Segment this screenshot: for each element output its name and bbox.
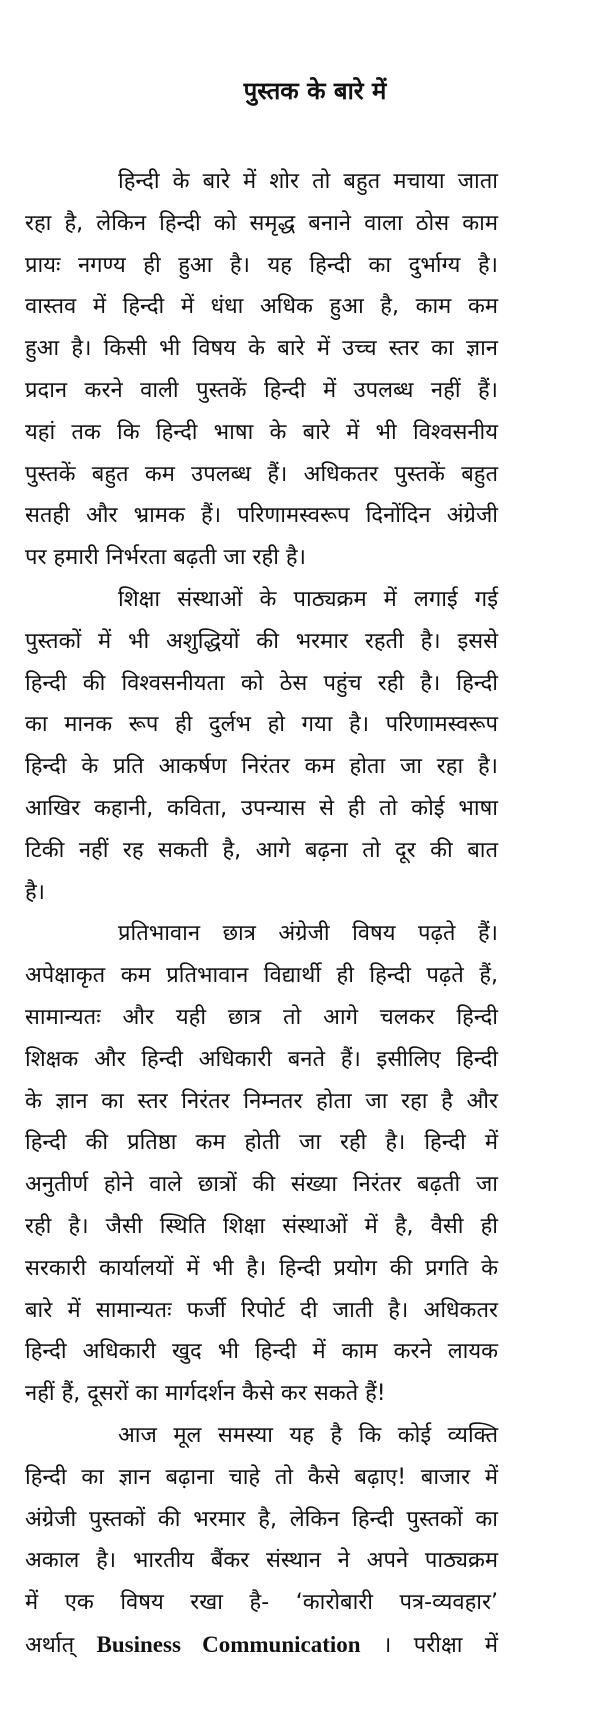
text-line: पुस्तकों में भी अशुद्धियों की भरमार रहती है। इससे (25, 628, 498, 654)
text-line: का मानक रूप ही दुर्लभ हो गया है। परिणामस्वरूप (25, 712, 498, 738)
paragraph (25, 579, 498, 913)
page-title: पुस्तक के बारे में (243, 77, 387, 105)
paragraph (25, 1415, 498, 1666)
text-line: अंग्रेजी पुस्तकों की भरमार है, लेकिन हिन्दी पुस्तकों का (25, 1506, 498, 1532)
text-line: हिन्दी की प्रतिष्ठा कम होती जा रही है। हिन्दी में (25, 1130, 498, 1156)
text-line: सामान्यतः और यही छात्र तो आगे चलकर हिन्दी (25, 1004, 498, 1030)
paragraph (25, 913, 498, 1415)
text-line: रहा है, लेकिन हिन्दी को समृद्ध बनाने वाला ठोस काम (25, 210, 498, 236)
text-line: अकाल है। भारतीय बैंकर संस्थान ने अपने पाठ्यक्रम (25, 1548, 498, 1574)
text-segment: । परीक्षा में (383, 1632, 499, 1658)
text-line: शिक्षा संस्थाओं के पाठ्यक्रम में लगाई गई (118, 586, 498, 612)
body-text (25, 161, 498, 1666)
text-line: सरकारी कार्यालयों में भी है। हिन्दी प्रयोग की प्रगति के (25, 1255, 498, 1281)
text-line: प्रायः नगण्य ही हुआ है। यह हिन्दी का दुर्भाग्य है। (25, 252, 498, 278)
text-line: हिन्दी अधिकारी खुद भी हिन्दी में काम करने लायक (25, 1339, 498, 1365)
text-line: यहां तक कि हिन्दी भाषा के बारे में भी विश्वसनीय (25, 419, 498, 445)
text-line: प्रतिभावान छात्र अंग्रेजी विषय पढ़ते हैं। (118, 921, 498, 947)
text-line: अनुतीर्ण होने वाले छात्रों की संख्या निरंतर बढ़ती जा (25, 1172, 498, 1198)
text-segment: अर्थात् (25, 1632, 75, 1658)
text-line: आज मूल समस्या यह है कि कोई व्यक्ति (118, 1422, 498, 1448)
text-line: सतही और भ्रामक हैं। परिणामस्वरूप दिनोंदिन अंग्रेजी (25, 503, 498, 529)
text-line: हुआ है। किसी भी विषय के बारे में उच्च स्तर का ज्ञान (25, 336, 498, 362)
text-line: टिकी नहीं रह सकती है, आगे बढ़ना तो दूर की बात (25, 837, 498, 863)
text-line: है। (25, 879, 46, 905)
paragraph (25, 161, 498, 579)
text-line: शिक्षक और हिन्दी अधिकारी बनते हैं। इसीलिए हिन्दी (25, 1046, 498, 1072)
text-line: पर हमारी निर्भरता बढ़ती जा रही है। (25, 545, 306, 571)
text-line: आखिर कहानी, कविता, उपन्यास से ही तो कोई भाषा (25, 795, 498, 821)
text-line: अपेक्षाकृत कम प्रतिभावान विद्यार्थी ही हिन्दी पढ़ते हैं, (25, 963, 498, 989)
text-line: हिन्दी के बारे में शोर तो बहुत मचाया जाता (118, 169, 498, 194)
text-line: नहीं हैं, दूसरों का मार्गदर्शन कैसे कर सकते हैं! (25, 1381, 386, 1407)
text-line: पुस्तकें बहुत कम उपलब्ध हैं। अधिकतर पुस्तकें बहुत (25, 461, 498, 487)
text-line: हिन्दी की विश्वसनीयता को ठेस पहुंच रही है। हिन्दी (25, 670, 498, 696)
text-line: हिन्दी का ज्ञान बढ़ाना चाहे तो कैसे बढ़ाए! बाजार में (25, 1464, 498, 1490)
text-line (25, 1624, 498, 1666)
text-line: हिन्दी के प्रति आकर्षण निरंतर कम होता जा रहा है। (25, 754, 498, 780)
text-line: रही है। जैसी स्थिति शिक्षा संस्थाओं में है, वैसी ही (25, 1213, 498, 1239)
text-line: के ज्ञान का स्तर निरंतर निम्नतर होता जा रहा है और (25, 1088, 498, 1114)
text-line: बारे में सामान्यतः फर्जी रिपोर्ट दी जाती है। अधिकतर (25, 1297, 498, 1323)
text-line: वास्तव में हिन्दी में धंधा अधिक हुआ है, काम कम (25, 294, 498, 320)
english-term: Business Communication (96, 1631, 361, 1657)
text-line: में एक विषय रखा है- ‘कारोबारी पत्र-व्यवहार’ (25, 1590, 498, 1616)
text-line: प्रदान करने वाली पुस्तकें हिन्दी में उपलब्ध नहीं हैं। (25, 377, 498, 403)
